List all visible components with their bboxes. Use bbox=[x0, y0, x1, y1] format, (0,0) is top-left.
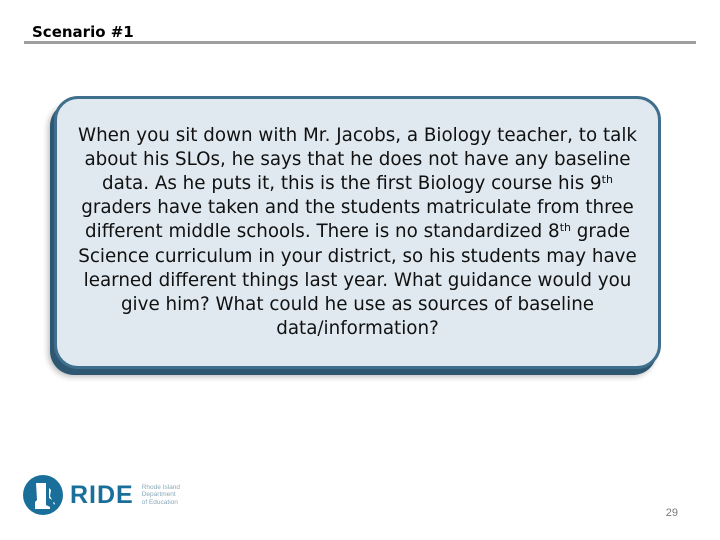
logo-line-2: Department bbox=[141, 491, 176, 499]
ordinal-suffix-8th: th bbox=[559, 221, 571, 235]
scenario-text-part-2: graders have taken and the students matriculate from three different middle schools. There is no standardized 8 bbox=[81, 197, 634, 243]
scenario-box bbox=[54, 96, 661, 369]
title-divider bbox=[24, 41, 696, 44]
ride-logo-subtitle bbox=[142, 484, 180, 507]
rhode-island-state-icon bbox=[22, 474, 66, 516]
logo-line-3: of Education bbox=[141, 498, 178, 506]
ordinal-suffix-9th: th bbox=[601, 172, 613, 186]
page-number: 29 bbox=[665, 507, 678, 519]
slide-title: Scenario #1 bbox=[32, 23, 134, 41]
scenario-text-part-3: grade Science curriculum in your district, so his students may have learned different things last year. What guidance would you give him? What could he use as sources of baseline data/information? bbox=[78, 221, 637, 340]
ride-wordmark: RIDE bbox=[70, 480, 134, 509]
logo-line-1: Rhode Island bbox=[141, 483, 181, 491]
scenario-text-part-1: When you sit down with Mr. Jacobs, a Biology teacher, to talk about his SLOs, he says that he does not have any baseline data. As he puts it, this is the first Biology course his 9 bbox=[78, 124, 637, 194]
ride-logo bbox=[22, 474, 192, 516]
scenario-text bbox=[65, 124, 650, 342]
